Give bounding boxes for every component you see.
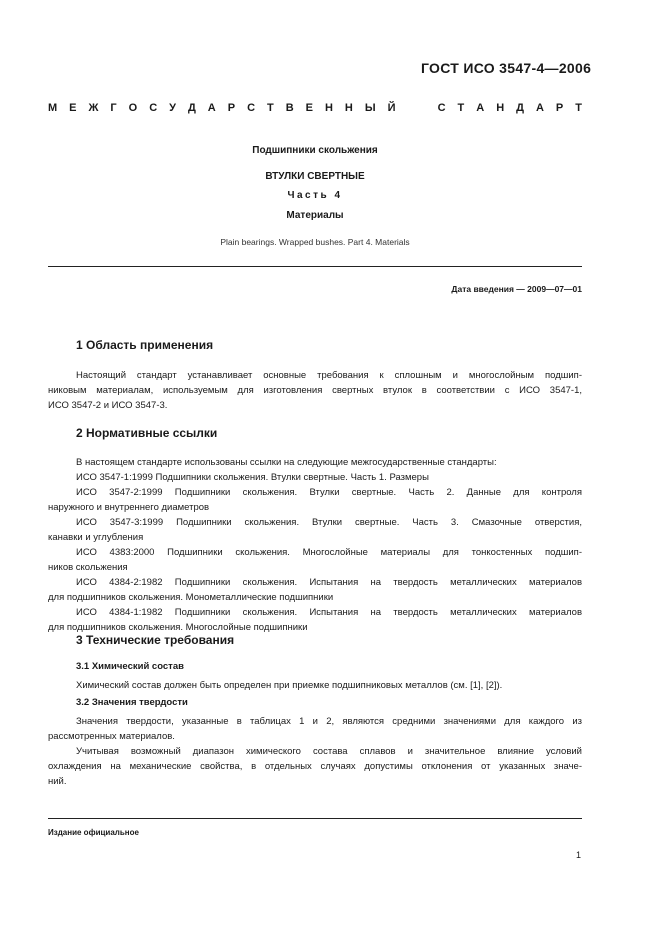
s3-2-line: рассмотренных материалов. bbox=[48, 731, 175, 742]
s2-reference: ИСО 4384-1:1982 Подшипники скольжения. Испытания на твердость металлических материалов bbox=[76, 607, 582, 618]
interstate-letter bbox=[408, 102, 411, 114]
part-title: Материалы bbox=[286, 210, 344, 221]
s2-line: ников скольжения bbox=[48, 562, 128, 573]
section-1-heading: 1 Область применения bbox=[76, 338, 214, 352]
s3-2-line: ний. bbox=[48, 776, 67, 787]
interstate-letter: Т bbox=[575, 102, 582, 114]
s2-reference: ИСО 3547-3:1999 Подшипники скольжения. Втулки свертные. Часть 3. Смазочные отверстия, bbox=[76, 517, 582, 528]
interstate-letter: Р bbox=[227, 102, 236, 114]
interstate-letter: Е bbox=[69, 102, 77, 114]
interstate-standard-banner bbox=[48, 102, 582, 114]
interstate-letter: С bbox=[437, 102, 446, 114]
interstate-letter: Д bbox=[187, 102, 196, 114]
interstate-letter: А bbox=[207, 102, 216, 114]
subsection-3-2-heading: 3.2 Значения твердости bbox=[76, 697, 188, 708]
title-divider bbox=[48, 266, 582, 267]
interstate-letter: Н bbox=[324, 102, 333, 114]
interstate-letter: Т bbox=[457, 102, 465, 114]
section-2-heading: 2 Нормативные ссылки bbox=[76, 426, 218, 440]
interstate-letter: М bbox=[48, 102, 58, 114]
s3-1-line: Химический состав должен быть определен при приемке подшипниковых металлов (см. [1], [2]). bbox=[76, 680, 503, 691]
s2-line: для подшипников скольжения. Монометаллические подшипники bbox=[48, 592, 334, 603]
interstate-letter: Г bbox=[110, 102, 117, 114]
interstate-letter: В bbox=[285, 102, 294, 114]
s1-line: Настоящий стандарт устанавливает основные требования к сплошным и многослойным подшип- bbox=[76, 370, 582, 381]
interstate-letter: А bbox=[535, 102, 544, 114]
interstate-letter: А bbox=[476, 102, 485, 114]
interstate-letter: Ж bbox=[88, 102, 99, 114]
interstate-letter: Н bbox=[344, 102, 353, 114]
s2-line: для подшипников скольжения. Многослойные подшипники bbox=[48, 622, 308, 633]
interstate-letter: С bbox=[247, 102, 256, 114]
interstate-letter: Д bbox=[516, 102, 524, 114]
interstate-letter: Р bbox=[555, 102, 564, 114]
s2-reference: ИСО 3547-1:1999 Подшипники скольжения. Втулки свертные. Часть 1. Размеры bbox=[76, 472, 429, 483]
s2-reference: ИСО 3547-2:1999 Подшипники скольжения. Втулки свертные. Часть 2. Данные для контроля bbox=[76, 487, 582, 498]
interstate-letter: Й bbox=[387, 102, 396, 114]
part-label: Часть 4 bbox=[287, 190, 343, 201]
footer-divider bbox=[48, 818, 582, 819]
s1-line: никовым материалам, используемым для изготовления свертных втулок в соответствии с ИСО 3547-1, bbox=[48, 385, 582, 396]
s3-2-line: Значения твердости, указанные в таблицах 1 и 2, являются средними значениями для каждого из bbox=[76, 716, 582, 727]
introduction-date: Дата введения — 2009—07—01 bbox=[451, 284, 582, 294]
s2-line: наружного и внутреннего диаметров bbox=[48, 502, 210, 513]
interstate-letter: С bbox=[149, 102, 158, 114]
s3-2-line: охлаждения на механические свойства, в отдельных случаях допустимы отклонения от указанных значе- bbox=[48, 761, 582, 772]
s3-2-line: Учитывая возможный диапазон химического состава сплавов и значительное влияние условий bbox=[76, 746, 582, 757]
english-title: Plain bearings. Wrapped bushes. Part 4. Materials bbox=[220, 237, 410, 247]
interstate-letter: У bbox=[169, 102, 176, 114]
interstate-letter: Т bbox=[267, 102, 274, 114]
subject-title: Подшипники скольжения bbox=[252, 145, 378, 156]
interstate-letter: Ы bbox=[364, 102, 376, 114]
interstate-letter: Н bbox=[496, 102, 505, 114]
s2-line: канавки и углубления bbox=[48, 532, 144, 543]
interstate-letter: О bbox=[128, 102, 138, 114]
s2-reference: ИСО 4383:2000 Подшипники скольжения. Многослойные материалы для тонкостенных подшип- bbox=[76, 547, 582, 558]
main-title: ВТУЛКИ СВЕРТНЫЕ bbox=[265, 171, 365, 182]
interstate-letter: Е bbox=[305, 102, 313, 114]
s2-reference: ИСО 4384-2:1982 Подшипники скольжения. Испытания на твердость металлических материалов bbox=[76, 577, 582, 588]
s2-line: В настоящем стандарте использованы ссылки на следующие межгосударственные стандарты: bbox=[76, 457, 497, 468]
interstate-letter bbox=[423, 102, 426, 114]
s1-line: ИСО 3547-2 и ИСО 3547-3. bbox=[48, 400, 168, 411]
standard-code: ГОСТ ИСО 3547-4—2006 bbox=[421, 60, 592, 76]
subsection-3-1-heading: 3.1 Химический состав bbox=[76, 661, 184, 672]
section-3-heading: 3 Технические требования bbox=[76, 633, 235, 647]
official-edition-label: Издание официальное bbox=[48, 828, 139, 837]
page-number: 1 bbox=[576, 850, 582, 860]
